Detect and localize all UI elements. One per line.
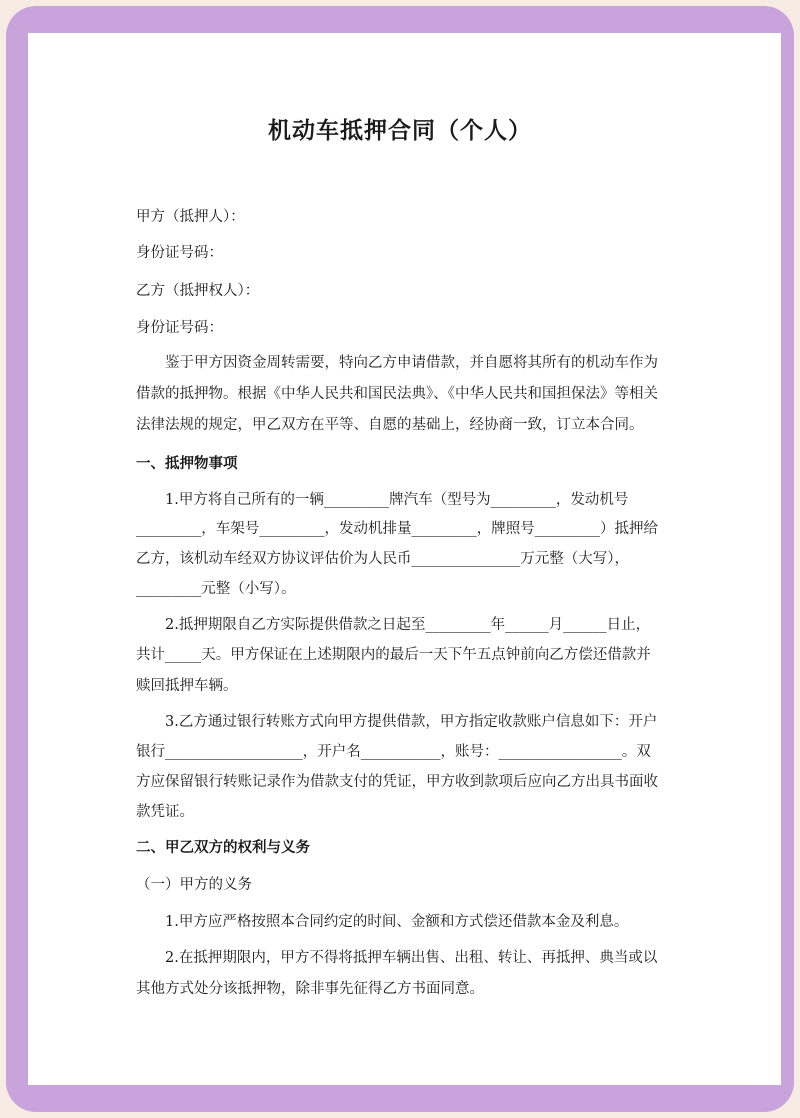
clause-line: _________，车架号_________，发动机排量_________，牌照号_________）抵押给: [136, 521, 658, 537]
clause-line: 2.在抵押期限内，甲方不得将抵押车辆出售、出租、转让、再抵押、典当或以: [165, 950, 658, 966]
preamble-line: 鉴于甲方因资金周转需要，特向乙方申请借款，并自愿将其所有的机动车作为: [165, 355, 658, 371]
section-heading: 二、甲乙双方的权利与义务: [136, 839, 310, 856]
clause-line: 乙方，该机动车经双方协议评估价为人民币_______________万元整（大写），: [136, 551, 629, 567]
clause-line: 银行___________________，开户名___________，账号：_________________。双: [136, 744, 651, 760]
clause-line: 款凭证。: [136, 804, 194, 820]
subsection-heading: （一）甲方的义务: [136, 877, 252, 893]
document-title: 机动车抵押合同（个人）: [268, 117, 532, 144]
clause-line: 2.抵押期限自乙方实际提供借款之日起至_________年______月______日止，: [165, 617, 651, 633]
clause-line: 1.甲方应严格按照本合同约定的时间、金额和方式偿还借款本金及利息。: [165, 914, 629, 930]
party-a-label: 甲方（抵押人）：: [136, 209, 245, 225]
clause-line: 赎回抵押车辆。: [136, 678, 238, 694]
section-heading: 一、抵押物事项: [136, 455, 238, 472]
party-a-id-label: 身份证号码：: [136, 245, 223, 261]
party-b-id-label: 身份证号码：: [136, 320, 223, 336]
preamble-line: 借款的抵押物。根据《中华人民共和国民法典》、《中华人民共和国担保法》等相关: [136, 386, 658, 402]
party-b-label: 乙方（抵押权人）：: [136, 283, 260, 299]
clause-line: 3.乙方通过银行转账方式向甲方提供借款，甲方指定收款账户信息如下：开户: [165, 714, 658, 730]
clause-line: _________元整（小写）。: [136, 581, 296, 597]
clause-line: 方应保留银行转账记录作为借款支付的凭证，甲方收到款项后应向乙方出具书面收: [136, 774, 658, 790]
clause-line: 其他方式处分该抵押物，除非事先征得乙方书面同意。: [136, 981, 484, 997]
clause-line: 1.甲方将自己所有的一辆_________牌汽车（型号为_________，发动机号: [165, 492, 629, 508]
clause-line: 共计_____天。甲方保证在上述期限内的最后一天下午五点钟前向乙方偿还借款并: [136, 647, 651, 663]
preamble-line: 法律法规的规定，甲乙双方在平等、自愿的基础上，经协商一致，订立本合同。: [136, 417, 644, 433]
